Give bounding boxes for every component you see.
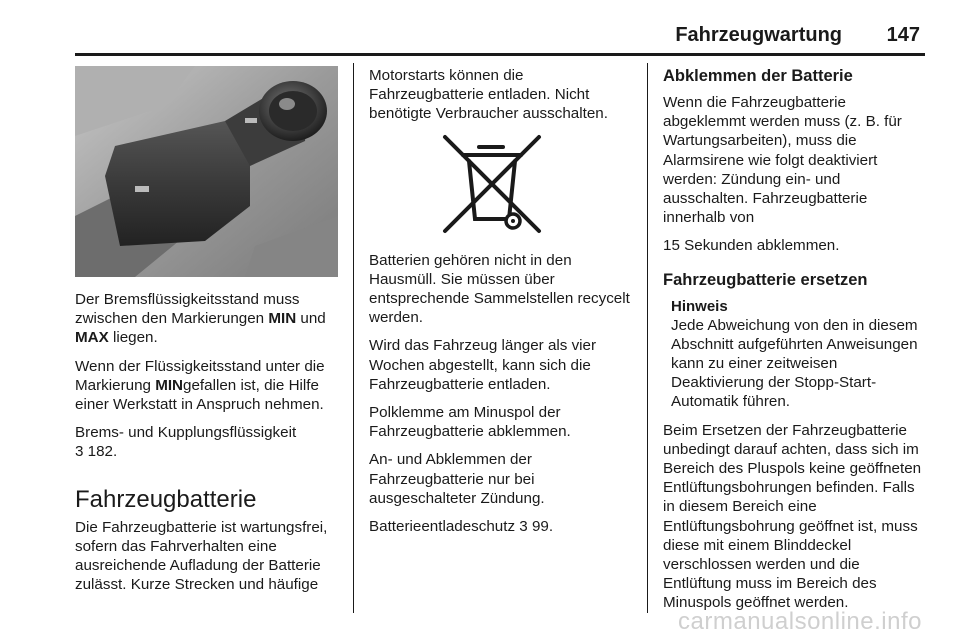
column-2 bbox=[369, 66, 637, 545]
min-mark: MIN bbox=[155, 376, 184, 394]
note-title: Hinweis bbox=[671, 297, 728, 315]
text: Der Bremsflüssigkeitsstand muss zwischen den Markierungen bbox=[75, 291, 300, 328]
watermark: carmanualsonline.info bbox=[678, 608, 922, 635]
section-title: Fahrzeugwartung bbox=[675, 24, 842, 46]
note-box bbox=[663, 297, 927, 412]
disconnect-paragraph: Polklemme am Minuspol der Fahrzeugbatterie abklemmen. bbox=[369, 404, 571, 441]
level-paragraph bbox=[75, 357, 343, 415]
column-1 bbox=[75, 290, 343, 603]
clutch-fluid-reference bbox=[75, 423, 343, 461]
max-mark: MAX bbox=[75, 329, 109, 347]
disconnect-battery-paragraph: Wenn die Fahrzeugbatterie abgeklemmt werden muss (z. B. für Wartungsarbeiten), muss die Alarmsirene wie folgt deaktiviert werden: Zündung ein- und ausschalten. Fahrzeugbatterie innerhalb von bbox=[663, 94, 902, 227]
text: gefallen ist, die Hilfe einer Werkstatt in Anspruch nehmen. bbox=[75, 376, 324, 414]
page-header bbox=[0, 0, 960, 56]
disconnect-timing: 15 Sekunden abklemmen. bbox=[663, 237, 840, 255]
text: Brems- und Kupplungsflüssigkeit bbox=[75, 424, 297, 442]
battery-paragraph: Die Fahrzeugbatterie ist wartungsfrei, sofern das Fahrverhalten eine ausreichende Aufladung der Batterie zulässt. Kurze Strecken und häufige bbox=[75, 518, 328, 594]
header-rule bbox=[75, 53, 925, 56]
text: liegen. bbox=[108, 329, 158, 347]
disposal-paragraph: Batterien gehören nicht in den Hausmüll. Sie müssen über entsprechende Sammelstellen recycelt werden. bbox=[369, 251, 630, 327]
discharge-protection-reference: Batterieentladeschutz 3 99. bbox=[369, 518, 554, 536]
note-text: Jede Abweichung von den in diesem Abschnitt aufgeführten Anweisungen kann zu einer zeitweisen Deaktivierung der Stopp-Start-Automatik führen. bbox=[671, 316, 918, 411]
page-number: 147 bbox=[886, 24, 920, 46]
brake-fluid-paragraph bbox=[75, 290, 343, 348]
ignition-paragraph: An- und Abklemmen der Fahrzeugbatterie nur bei ausgeschalteter Zündung. bbox=[369, 451, 545, 507]
storage-paragraph: Wird das Fahrzeug länger als vier Wochen abgestellt, kann sich die Fahrzeugbatterie entladen. bbox=[369, 337, 597, 393]
column-3 bbox=[663, 66, 927, 622]
subheading-replace: Fahrzeugbatterie ersetzen bbox=[663, 270, 868, 289]
page-reference: 3 182. bbox=[75, 443, 118, 461]
column-divider-left bbox=[353, 63, 354, 613]
replace-paragraph: Beim Ersetzen der Fahrzeugbatterie unbedingt darauf achten, dass sich im Bereich des Pluspols keine geöffneten Entlüftungsbohrungen befinden. Falls in diesem Bereich eine Entlüftungsbohrung geöffnet ist, muss diese mit einem Blinddeckel verschlossen werden und die Entlüftung muss im Bereich des Minuspols geöffnet werden. bbox=[663, 421, 922, 612]
subheading-disconnect: Abklemmen der Batterie bbox=[663, 67, 853, 85]
battery-continued-paragraph: Motorstarts können die Fahrzeugbatterie entladen. Nicht benötigte Verbraucher ausschalten. bbox=[369, 67, 608, 123]
text: und bbox=[296, 310, 326, 328]
crossed-out-wheelie-bin-icon bbox=[441, 133, 543, 237]
brake-fluid-reservoir-photo bbox=[75, 66, 338, 277]
min-mark: MIN bbox=[268, 310, 297, 328]
text: Wenn der Flüssigkeitsstand unter die Markierung bbox=[75, 357, 325, 394]
column-divider-right bbox=[647, 63, 648, 613]
section-heading: Fahrzeugbatterie bbox=[75, 485, 257, 513]
